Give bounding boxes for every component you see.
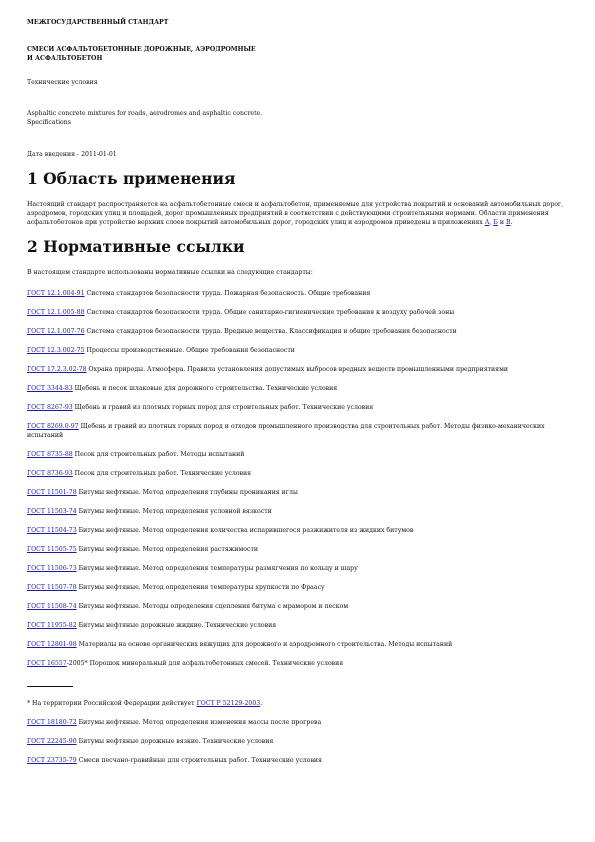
reference-item	[27, 488, 575, 497]
footnote-link[interactable]: ГОСТ Р 52129-2003	[196, 700, 261, 707]
reference-description: Щебень и гравий из плотных горных пород и отходов промышленного производства для строительных работ. Методы физико-механических испытаний	[27, 423, 545, 439]
reference-item	[27, 422, 575, 440]
english-title-line-2: Specifications	[27, 119, 71, 126]
reference-description: Битумы нефтяные. Метод определения изменения массы после прогрева	[76, 719, 322, 726]
reference-description: Смеси песчано-гравийные для строительных работ. Технические условия	[76, 757, 322, 764]
reference-item	[27, 564, 575, 573]
reference-description: Песок для строительных работ. Методы испытаний	[72, 451, 245, 458]
reference-item	[27, 718, 575, 727]
reference-item	[27, 756, 575, 765]
separator: и	[497, 219, 506, 226]
footnote	[27, 699, 575, 708]
standard-link[interactable]: ГОСТ 12801-98	[27, 641, 77, 648]
reference-item	[27, 384, 575, 393]
standard-link[interactable]: ГОСТ 8269.0-97	[27, 423, 79, 430]
standard-link[interactable]: ГОСТ 11508-74	[27, 603, 77, 610]
footnote-suffix: .	[260, 700, 263, 707]
standard-link[interactable]: ГОСТ 12.1.007-76	[27, 328, 85, 335]
standard-link[interactable]: ГОСТ 8267-93	[27, 404, 73, 411]
reference-item	[27, 507, 575, 516]
standard-link[interactable]: ГОСТ 22245-90	[27, 738, 77, 745]
reference-item	[27, 640, 575, 649]
standard-link[interactable]: ГОСТ 11506-73	[27, 565, 77, 572]
standard-link[interactable]: ГОСТ 18180-72	[27, 719, 77, 726]
english-title	[27, 109, 575, 127]
reference-item	[27, 365, 575, 374]
standard-link[interactable]: ГОСТ 12.3.002-75	[27, 347, 85, 354]
standard-link[interactable]: ГОСТ 12.1.005-88	[27, 309, 85, 316]
title-line-1: СМЕСИ АСФАЛЬТОБЕТОННЫЕ ДОРОЖНЫЕ, АЭРОДРОМНЫЕ	[27, 46, 256, 53]
reference-item	[27, 403, 575, 412]
standard-link[interactable]: ГОСТ 16557	[27, 660, 67, 667]
reference-item	[27, 289, 575, 298]
reference-item	[27, 659, 575, 668]
appendix-b-link[interactable]: Б	[493, 219, 498, 226]
reference-description: Охрана природы. Атмосфера. Правила установления допустимых выбросов вредных веществ промышленными предприятиями	[86, 366, 509, 373]
separator: ,	[489, 219, 494, 226]
section-2-heading: 2 Нормативные ссылки	[27, 237, 245, 256]
standard-link[interactable]: ГОСТ 11505-75	[27, 546, 77, 553]
reference-description: Щебень и гравий из плотных горных пород для строительных работ. Технические условия	[72, 404, 374, 411]
reference-item	[27, 469, 575, 478]
standard-link[interactable]: ГОСТ 11501-78	[27, 489, 77, 496]
reference-description: Битумы нефтяные. Метод определения температуры хрупкости по Фраасу	[76, 584, 325, 591]
standard-link[interactable]: ГОСТ 11503-74	[27, 508, 77, 515]
standard-type: МЕЖГОСУДАРСТВЕННЫЙ СТАНДАРТ	[27, 19, 169, 26]
standard-link[interactable]: ГОСТ 23735-79	[27, 757, 77, 764]
appendix-v-link[interactable]: В	[505, 219, 511, 226]
reference-description: Щебень и песок шлаковые для дорожного строительства. Технические условия	[72, 385, 338, 392]
reference-item	[27, 621, 575, 630]
normative-reference-list-continued	[27, 718, 575, 765]
reference-description: Битумы нефтяные. Метод определения количества испарившегося разжижителя из жидких битумов	[76, 527, 414, 534]
reference-description: Процессы производственные. Общие требования безопасности	[84, 347, 295, 354]
reference-description: Песок для строительных работ. Технические условия	[72, 470, 252, 477]
reference-description: Битумы нефтяные дорожные жидкие. Технические условия	[76, 622, 277, 629]
reference-item	[27, 545, 575, 554]
reference-item	[27, 583, 575, 592]
reference-description: Битумы нефтяные. Метод определения условной вязкости	[76, 508, 272, 515]
standard-link[interactable]: ГОСТ 8735-88	[27, 451, 73, 458]
reference-description: Битумы нефтяные дорожные вязкие. Технические условия	[76, 738, 274, 745]
standard-link[interactable]: ГОСТ 11955-82	[27, 622, 77, 629]
standard-link[interactable]: ГОСТ 11504-73	[27, 527, 77, 534]
reference-description: Система стандартов безопасности труда. Вредные вещества. Классификация и общие требования безопасности	[84, 328, 457, 335]
section-1-text	[27, 200, 575, 227]
normative-reference-list	[27, 289, 575, 668]
standard-link[interactable]: ГОСТ 17.2.3.02-78	[27, 366, 87, 373]
standard-link[interactable]: ГОСТ 3344-83	[27, 385, 73, 392]
reference-description: -2005* Порошок минеральный для асфальтобетонных смесей. Технические условия	[66, 660, 344, 667]
footnote-prefix: * На территории Российской Федерации действует	[27, 700, 197, 707]
sentence-end: .	[510, 219, 513, 226]
footnote-divider	[27, 686, 73, 687]
reference-description: Битумы нефтяные. Метод определения глубины проникания иглы	[76, 489, 298, 496]
section-2-intro: В настоящем стандарте использованы нормативные ссылки на следующие стандарты:	[27, 269, 313, 276]
reference-description: Материалы на основе органических вяжущих для дорожного и аэродромного строительства. Методы испытаний	[76, 641, 453, 648]
section-1-body: Настоящий стандарт распространяется на асфальтобетонные смеси и асфальтобетон, применяемые для устройства покрытий и оснований автомобильных дорог, аэродромов, городских улиц и площадей, дорог промышленных предприятий в соответствии с действующими строительными нормами. Области применения асфальтобетонов при устройстве верхних слоев покрытий автомобильных дорог, городских улиц и аэродромов приведены в приложениях	[27, 201, 564, 226]
document-title	[27, 45, 575, 63]
reference-item	[27, 327, 575, 336]
reference-item	[27, 450, 575, 459]
reference-description: Система стандартов безопасности труда. Пожарная безопасность. Общие требования	[84, 290, 371, 297]
title-line-2: И АСФАЛЬТОБЕТОН	[27, 55, 103, 62]
standard-link[interactable]: ГОСТ 8736-93	[27, 470, 73, 477]
reference-description: Битумы нефтяные. Методы определения сцепления битума с мрамором и песком	[76, 603, 349, 610]
reference-item	[27, 737, 575, 746]
standard-link[interactable]: ГОСТ 11507-78	[27, 584, 77, 591]
document-subtitle: Технические условия	[27, 79, 98, 86]
english-title-line-1: Asphaltic concrete mixtures for roads, aerodromes and asphaltic concrete.	[27, 110, 263, 117]
standard-link[interactable]: ГОСТ 12.1.004-91	[27, 290, 85, 297]
introduction-date: Дата введения - 2011-01-01	[27, 151, 117, 158]
reference-item	[27, 526, 575, 535]
section-1-heading: 1 Область применения	[27, 169, 236, 188]
reference-description: Битумы нефтяные. Метод определения растяжимости	[76, 546, 259, 553]
reference-description: Система стандартов безопасности труда. Общие санитарно-гигиенические требования к воздуху рабочей зоны	[84, 309, 455, 316]
reference-item	[27, 308, 575, 317]
reference-item	[27, 602, 575, 611]
reference-description: Битумы нефтяные. Метод определения температуры размягчения по кольцу и шару	[76, 565, 358, 572]
reference-item	[27, 346, 575, 355]
appendix-a-link[interactable]: А	[484, 219, 490, 226]
